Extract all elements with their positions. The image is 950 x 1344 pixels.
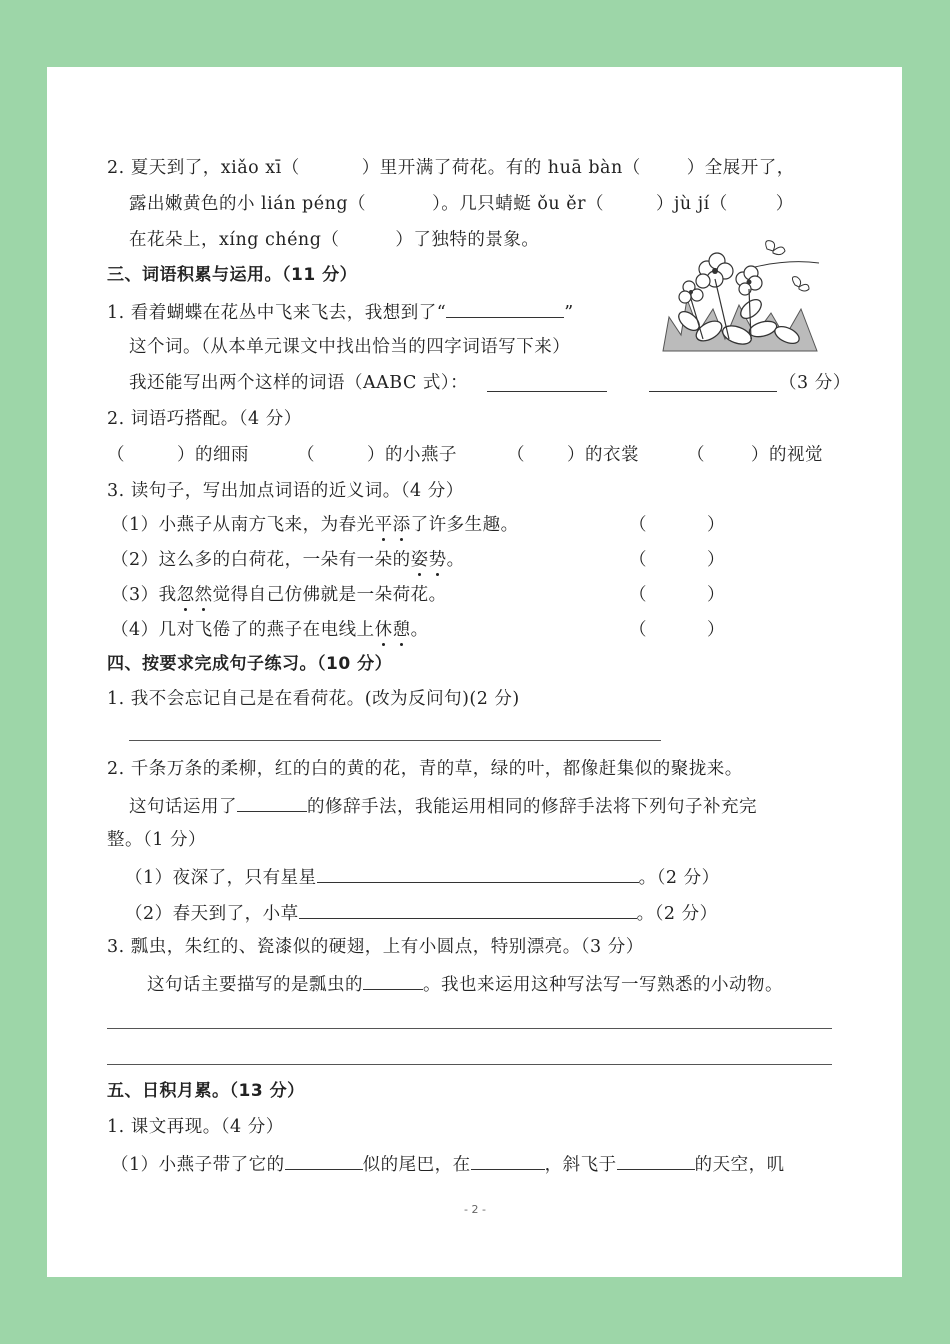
- page-number: - 2 -: [464, 1203, 486, 1216]
- sec3-q1-line1: 1. 看着蝴蝶在花丛中飞来飞去，我想到了“ ”: [107, 299, 574, 325]
- sec4-q2-line2: 这句话运用了 的修辞手法，我能运用相同的修辞手法将下列句子补充完: [129, 793, 757, 819]
- worksheet-page: [47, 67, 902, 1277]
- answer-line[interactable]: [107, 1064, 832, 1065]
- answer-blank[interactable]: [299, 900, 637, 919]
- score-label: （3 分）: [779, 373, 851, 393]
- answer-blank[interactable]: [237, 793, 307, 812]
- section-4-title: 四、按要求完成句子练习。（10 分）: [107, 654, 393, 674]
- answer-blank[interactable]: [649, 373, 777, 392]
- answer-blank[interactable]: [285, 1151, 363, 1170]
- sec3-q1-line3: 我还能写出两个这样的词语（AABC 式）：: [129, 373, 469, 393]
- sec4-q3: 3. 瓢虫，朱红的、瓷漆似的硬翅，上有小圆点，特别漂亮。（3 分）: [107, 937, 644, 957]
- synonym-answer-4[interactable]: （ ）: [629, 620, 725, 640]
- sec3-q3-title: 3. 读句子，写出加点词语的近义词。（4 分）: [107, 481, 464, 501]
- pinyin-line-2: 露出嫩黄色的小 lián péng（ ）。几只蜻蜓 ǒu ěr（ ）jù jí（ ）: [129, 194, 794, 214]
- answer-blank[interactable]: [471, 1151, 545, 1170]
- synonym-sentence-2: （2）这么多的白荷花，一朵有一朵的姿势。: [111, 550, 465, 570]
- synonym-answer-1[interactable]: （ ）: [629, 515, 725, 535]
- collocation-item: （ ）的视觉: [687, 445, 823, 465]
- pinyin-line-1: 2. 夏天到了，xiǎo xī（ ）里开满了荷花。有的 huā bàn（ ）全展开了，: [107, 158, 795, 178]
- sec3-q1-line2: 这个词。（从本单元课文中找出恰当的四字词语写下来）: [129, 337, 571, 357]
- synonym-answer-2[interactable]: （ ）: [629, 550, 725, 570]
- sec4-q2-sub1: （1）夜深了，只有星星 。（2 分）: [125, 864, 720, 890]
- answer-line[interactable]: [129, 740, 661, 741]
- sec4-q2: 2. 千条万条的柔柳，红的白的黄的花，青的草，绿的叶，都像赶集似的聚拢来。: [107, 759, 743, 779]
- sec4-q3-line2: 这句话主要描写的是瓢虫的 。我也来运用这种写法写一写熟悉的小动物。: [147, 971, 783, 997]
- answer-blank[interactable]: [617, 1151, 695, 1170]
- synonym-sentence-4: （4）几对飞倦了的燕子在电线上休憩。: [111, 620, 429, 640]
- butterfly-flowers-illustration: [659, 239, 821, 355]
- section-3-title: 三、词语积累与运用。（11 分）: [107, 265, 358, 285]
- sec4-q1: 1. 我不会忘记自己是在看荷花。(改为反问句)(2 分): [107, 689, 520, 709]
- section-5-title: 五、日积月累。（13 分）: [107, 1081, 305, 1101]
- answer-line[interactable]: [107, 1028, 832, 1029]
- sec5-q1: 1. 课文再现。（4 分）: [107, 1117, 284, 1137]
- collocation-item: （ ）的衣裳: [507, 445, 639, 465]
- sec3-q2-title: 2. 词语巧搭配。（4 分）: [107, 409, 302, 429]
- sec5-q1-sub1: （1）小燕子带了它的 似的尾巴，在 ，斜飞于 的天空，叽: [111, 1151, 785, 1177]
- sec4-q2-sub2: （2）春天到了，小草 。（2 分）: [125, 900, 718, 926]
- collocation-item: （ ）的小燕子: [297, 445, 457, 465]
- synonym-sentence-1: （1）小燕子从南方飞来，为春光平添了许多生趣。: [111, 515, 519, 535]
- sec4-q2-line3: 整。（1 分）: [107, 830, 206, 850]
- synonym-sentence-3: （3）我忽然觉得自己仿佛就是一朵荷花。: [111, 585, 447, 605]
- answer-blank[interactable]: [317, 864, 639, 883]
- answer-blank[interactable]: [363, 971, 423, 990]
- answer-blank[interactable]: [446, 299, 564, 318]
- synonym-answer-3[interactable]: （ ）: [629, 585, 725, 605]
- pinyin-line-3: 在花朵上，xíng chéng（ ）了独特的景象。: [129, 230, 540, 250]
- answer-blank[interactable]: [487, 373, 607, 392]
- collocation-item: （ ）的细雨: [107, 445, 249, 465]
